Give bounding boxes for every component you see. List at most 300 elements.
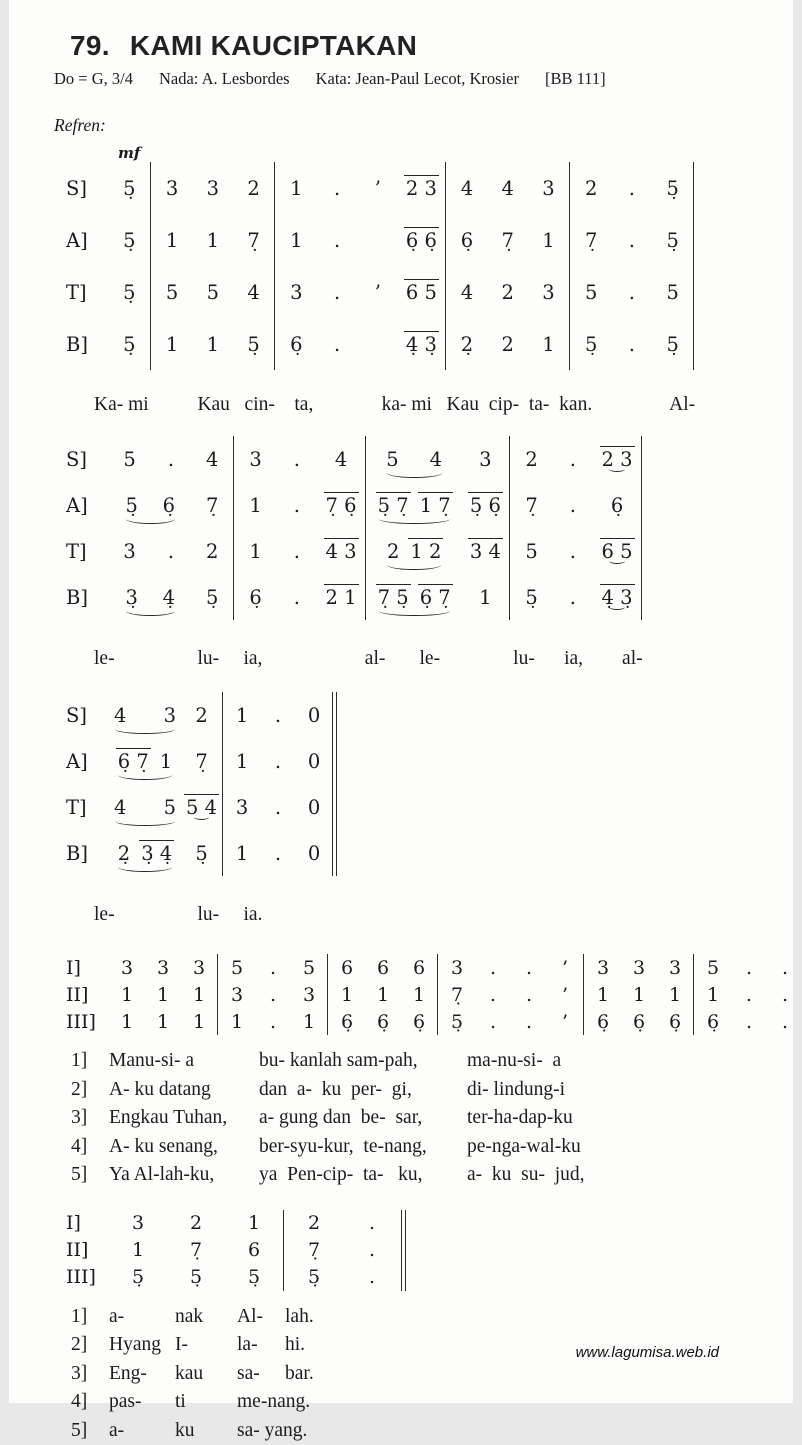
note-text: 3 <box>289 281 303 304</box>
note-cell <box>193 214 234 266</box>
note-text: 0 <box>307 750 321 773</box>
voice-label: B] <box>66 574 109 620</box>
note-token <box>404 177 439 200</box>
note-cell <box>475 1008 511 1035</box>
note-text: 5 4 <box>385 448 443 471</box>
note-text: 6̣ <box>460 229 474 252</box>
note-text: 2 <box>194 704 208 727</box>
note-text: 0 <box>307 842 321 865</box>
note-cell <box>475 954 511 981</box>
note-token <box>204 586 220 609</box>
note-text: . <box>274 796 282 819</box>
note-cell <box>260 692 296 738</box>
note-token <box>523 494 539 517</box>
note-token <box>339 957 355 979</box>
note-text: . <box>489 984 497 1006</box>
note-cell <box>552 574 593 620</box>
note-text: . <box>269 1011 277 1033</box>
note-token <box>246 1212 262 1234</box>
note-token <box>367 1266 377 1288</box>
beamed-notes: 1 7̣ <box>419 494 452 517</box>
verse-syllable-group: Engkau Tuhan, <box>109 1104 259 1133</box>
double-barline <box>402 1264 406 1291</box>
voice-row <box>66 1008 802 1035</box>
note-cell <box>233 162 274 214</box>
note-cell <box>291 954 328 981</box>
verse-system-2 <box>54 1210 753 1291</box>
note-cell <box>511 981 547 1008</box>
note-text: 3 <box>248 448 262 471</box>
note-cell <box>487 214 528 266</box>
verse-syllable-group: lah. <box>285 1303 314 1332</box>
note-token <box>560 984 570 1006</box>
slur-group <box>123 494 177 517</box>
note-token <box>121 177 137 200</box>
note-text: 4 5 <box>113 796 177 819</box>
note-token <box>477 448 493 471</box>
note-text: 6̣ <box>596 1011 610 1033</box>
note-text: 6̣ <box>248 586 262 609</box>
note-text: 1 <box>376 984 390 1006</box>
voice-label: S] <box>66 436 109 482</box>
note-token <box>204 448 220 471</box>
note-text: . <box>333 281 341 304</box>
note-token <box>166 540 176 563</box>
verse-syllable-group: me-nang. <box>237 1388 310 1417</box>
note-text: 6 <box>247 1239 261 1261</box>
note-cell <box>192 482 234 528</box>
note-text: 3 <box>302 984 316 1006</box>
note-cell <box>296 830 333 876</box>
note-token <box>247 448 263 471</box>
note-cell <box>296 738 333 784</box>
note-text: . <box>167 540 175 563</box>
beamed-notes: 3̣ 4̣ <box>140 842 173 865</box>
note-token <box>540 229 556 252</box>
note-text: 2̣ <box>117 842 131 865</box>
note-text: 5 <box>584 281 598 304</box>
note-text: 4 <box>500 177 514 200</box>
note-text: 6 <box>412 957 426 979</box>
note-cell <box>224 692 260 738</box>
note-token <box>166 448 176 471</box>
note-token <box>523 540 539 563</box>
beamed-notes: 2 3 <box>601 448 634 471</box>
note-token <box>449 984 465 1006</box>
double-barline <box>333 692 337 738</box>
note-token <box>273 796 283 819</box>
note-text: . <box>269 984 277 1006</box>
note-cell <box>511 954 547 981</box>
beamed-notes: 6̣ 7̣ <box>117 750 150 773</box>
note-token <box>488 957 498 979</box>
note-cell <box>109 981 145 1008</box>
verse-line <box>71 1133 753 1162</box>
note-text: 1 <box>156 984 170 1006</box>
voice-label: II] <box>66 1237 109 1264</box>
note-cell <box>731 981 767 1008</box>
note-text: 5 <box>165 281 179 304</box>
verse-line <box>71 1388 753 1417</box>
voice-label: T] <box>66 784 109 830</box>
note-token <box>130 1266 146 1288</box>
lyrics-row <box>66 876 337 934</box>
note-cell <box>487 318 528 370</box>
note-cell <box>235 528 276 574</box>
note-cell <box>398 266 445 318</box>
note-token <box>229 984 245 1006</box>
note-token <box>499 177 515 200</box>
beamed-notes: 7̣ 6̣ <box>325 494 358 517</box>
note-token <box>373 281 383 304</box>
voice-row <box>66 981 802 1008</box>
note-token <box>375 984 391 1006</box>
lyrics-line: Ka- mi Kau cin- ta, ka- mi Kau cip- ta- kan. Al- <box>66 370 695 424</box>
note-text: 6̣ <box>340 1011 354 1033</box>
verse-syllable-group: Hyang <box>109 1331 175 1360</box>
note-text: 3 <box>541 177 555 200</box>
note-token <box>404 229 439 252</box>
note-cell <box>652 214 693 266</box>
note-cell <box>145 954 181 981</box>
note-cell <box>193 266 234 318</box>
note-token <box>744 984 754 1006</box>
refrain-system-3 <box>54 692 753 934</box>
note-text: . <box>274 750 282 773</box>
note-token <box>306 750 322 773</box>
note-text: 5̣ <box>122 177 136 200</box>
website-url: www.lagumisa.web.id <box>576 1344 719 1361</box>
note-token <box>301 984 317 1006</box>
note-text: 5̣ <box>665 229 679 252</box>
note-cell <box>439 981 475 1008</box>
note-text: . <box>293 494 301 517</box>
note-cell <box>462 528 510 574</box>
note-cell <box>317 266 358 318</box>
note-text: 2 <box>189 1212 203 1234</box>
note-cell <box>571 266 612 318</box>
note-token <box>411 1011 427 1033</box>
note-token <box>583 281 599 304</box>
note-token <box>306 1266 322 1288</box>
note-cell <box>621 1008 657 1035</box>
note-text: 6̣ <box>376 1011 390 1033</box>
note-cell <box>109 830 181 876</box>
verse-syllable-group: sa- <box>237 1360 285 1389</box>
lyrics-row <box>66 620 643 678</box>
note-cell <box>462 482 510 528</box>
note-token <box>568 494 578 517</box>
note-cell <box>255 954 291 981</box>
verse-line <box>71 1047 753 1076</box>
beamed-notes: 2 1 <box>325 586 358 609</box>
note-token <box>119 984 135 1006</box>
lyrics-line: le- lu- ia, al- le- lu- ia, al- <box>66 620 643 678</box>
note-token <box>459 333 475 356</box>
slur-group <box>376 494 453 517</box>
note-text: 1 <box>302 1011 316 1033</box>
notation-system <box>66 436 643 678</box>
note-cell <box>612 214 653 266</box>
note-text: 5̣ <box>665 177 679 200</box>
note-text: 1 <box>248 494 262 517</box>
verse-line <box>71 1303 753 1332</box>
note-cell <box>447 318 488 370</box>
meta-line <box>54 69 753 89</box>
note-cell <box>296 692 333 738</box>
note-text: 2 <box>307 1212 321 1234</box>
note-text: 3 <box>450 957 464 979</box>
note-cell <box>225 1237 284 1264</box>
barline <box>694 318 696 370</box>
note-text: 5̣ <box>307 1266 321 1288</box>
note-token <box>583 177 599 200</box>
voice-row <box>66 266 695 318</box>
verse-syllable-group: A- ku senang, <box>109 1133 259 1162</box>
note-text: . <box>269 957 277 979</box>
note-cell <box>585 1008 621 1035</box>
note-text: 5 <box>206 281 220 304</box>
voice-row <box>66 1237 406 1264</box>
note-token <box>540 281 556 304</box>
lyricist: Kata: Jean-Paul Lecot, Krosier <box>316 69 519 89</box>
note-cell <box>317 528 365 574</box>
note-text: . <box>489 1011 497 1033</box>
note-token <box>234 750 250 773</box>
note-token <box>499 333 515 356</box>
note-token <box>301 957 317 979</box>
note-cell <box>167 1237 225 1264</box>
note-text: 1 <box>235 842 249 865</box>
note-token <box>560 1011 570 1033</box>
slur-group <box>116 842 174 865</box>
voice-label: S] <box>66 692 109 738</box>
note-cell <box>357 318 398 370</box>
note-text: 7̣ <box>205 494 219 517</box>
note-token <box>292 586 302 609</box>
note-cell <box>235 436 276 482</box>
note-token <box>332 229 342 252</box>
note-cell <box>291 981 328 1008</box>
note-text: . <box>525 984 533 1006</box>
key-signature: Do = G, 3/4 <box>54 69 133 89</box>
note-token <box>306 704 322 727</box>
voice-row <box>66 162 695 214</box>
note-token <box>667 984 683 1006</box>
note-token <box>306 796 322 819</box>
note-token <box>449 957 465 979</box>
note-text: 1 <box>412 984 426 1006</box>
note-cell <box>181 784 223 830</box>
note-token <box>540 177 556 200</box>
note-text: . <box>745 1011 753 1033</box>
note-text: 6̣ <box>706 1011 720 1033</box>
note-token <box>273 842 283 865</box>
note-cell <box>528 318 569 370</box>
note-cell <box>145 1008 181 1035</box>
note-token <box>488 1011 498 1033</box>
verse-syllable-group: pe-nga-wal-ku <box>467 1133 581 1162</box>
note-cell <box>109 482 192 528</box>
note-token <box>188 1212 204 1234</box>
verse-syllable-group: sa- yang. <box>237 1417 307 1445</box>
note-cell <box>255 1008 291 1035</box>
note-cell <box>219 981 255 1008</box>
verse-syllable-group: I- <box>175 1331 237 1360</box>
note-cell <box>181 954 218 981</box>
note-cell <box>365 981 401 1008</box>
slur-group <box>384 448 444 471</box>
verse-syllable-group: ti <box>175 1388 237 1417</box>
verse-line <box>71 1417 753 1445</box>
verse-syllable-group: kau <box>175 1360 237 1389</box>
note-token <box>667 1011 683 1033</box>
verse-syllable-group: a- ku su- jud, <box>467 1161 585 1190</box>
refrain-system-2 <box>54 436 753 678</box>
note-text: . <box>368 1212 376 1234</box>
note-cell <box>109 528 150 574</box>
note-cell <box>439 954 475 981</box>
note-token <box>568 540 578 563</box>
voice-row <box>66 692 337 738</box>
note-token <box>664 333 680 356</box>
note-token <box>375 957 391 979</box>
note-cell <box>511 574 552 620</box>
note-text: 1 <box>120 1011 134 1033</box>
note-token <box>595 984 611 1006</box>
barline <box>641 574 643 620</box>
note-cell <box>365 1008 401 1035</box>
note-text: . <box>293 448 301 471</box>
note-cell <box>511 528 552 574</box>
note-cell <box>571 318 612 370</box>
note-cell <box>547 981 584 1008</box>
note-text: 5̣ <box>122 333 136 356</box>
note-token <box>184 796 219 819</box>
note-token <box>247 586 263 609</box>
notation-system <box>66 692 337 934</box>
note-text: . <box>745 984 753 1006</box>
note-token <box>121 281 137 304</box>
note-text: . <box>628 281 636 304</box>
note-cell <box>181 1008 218 1035</box>
note-cell <box>192 528 234 574</box>
note-cell <box>109 784 181 830</box>
verse-line <box>71 1360 753 1389</box>
page-title <box>70 30 753 62</box>
note-cell <box>109 162 150 214</box>
note-cell <box>695 981 731 1008</box>
note-text: 1 <box>596 984 610 1006</box>
beamed-notes: 6̣ 6̣ <box>405 229 438 252</box>
slur-group <box>112 704 178 727</box>
note-cell <box>462 436 510 482</box>
note-token <box>595 1011 611 1033</box>
note-token <box>468 540 503 563</box>
note-token <box>664 281 680 304</box>
verse-number: 3] <box>71 1360 109 1389</box>
note-cell <box>233 214 274 266</box>
note-text: 2̣ <box>460 333 474 356</box>
note-cell <box>192 574 234 620</box>
note-text: 7̣ <box>307 1239 321 1261</box>
note-token <box>705 1011 721 1033</box>
verse-number: 3] <box>71 1104 109 1133</box>
note-token <box>376 229 380 252</box>
note-cell <box>547 954 584 981</box>
note-cell <box>109 436 150 482</box>
note-token <box>324 540 359 563</box>
note-cell <box>652 266 693 318</box>
note-cell <box>447 214 488 266</box>
note-cell <box>317 436 365 482</box>
note-cell <box>225 1210 284 1237</box>
note-text: 5 <box>122 448 136 471</box>
barline <box>694 214 696 266</box>
beamed-notes: 3 4 <box>469 540 502 563</box>
note-token <box>273 704 283 727</box>
note-cell <box>233 318 274 370</box>
song-number: 79. <box>70 30 110 62</box>
note-text: 1 <box>289 229 303 252</box>
note-text: 5̣ <box>131 1266 145 1288</box>
note-token <box>631 1011 647 1033</box>
note-token <box>411 984 427 1006</box>
note-token <box>600 586 635 609</box>
note-token <box>499 229 515 252</box>
note-token <box>780 1011 790 1033</box>
verse-system-1 <box>54 954 753 1035</box>
note-text: 6̣ <box>668 1011 682 1033</box>
voice-label: A] <box>66 214 109 266</box>
beamed-notes: 5̣ 6̣ <box>469 494 502 517</box>
verse-line <box>71 1076 753 1105</box>
verse-number: 2] <box>71 1076 109 1105</box>
note-cell <box>285 1264 343 1291</box>
beamed-notes: 1 2 <box>409 540 442 563</box>
note-text: . <box>569 586 577 609</box>
note-text: 3 <box>120 957 134 979</box>
note-cell <box>398 162 445 214</box>
note-token <box>667 957 683 979</box>
note-cell <box>317 482 365 528</box>
note-text: 1 <box>206 229 220 252</box>
verse-syllable-group: ber-syu-kur, te-nang, <box>259 1133 467 1162</box>
note-cell <box>276 528 317 574</box>
note-cell <box>109 692 181 738</box>
beamed-notes: 7̣ 5̣ <box>377 586 410 609</box>
voice-row <box>66 574 643 620</box>
note-token <box>121 333 137 356</box>
note-text: 1 <box>478 586 492 609</box>
note-token <box>744 1011 754 1033</box>
note-token <box>600 540 635 563</box>
note-cell <box>547 1008 584 1035</box>
barline <box>641 436 643 482</box>
beamed-notes: 6 5 <box>601 540 634 563</box>
note-cell <box>109 1210 167 1237</box>
voice-row <box>66 318 695 370</box>
note-cell <box>181 830 223 876</box>
note-cell <box>193 162 234 214</box>
note-text: . <box>489 957 497 979</box>
note-text: 1 <box>248 540 262 563</box>
voice-row <box>66 436 643 482</box>
note-cell <box>552 436 593 482</box>
lyrics-line: le- lu- ia. <box>66 876 337 934</box>
note-token <box>268 984 278 1006</box>
note-cell <box>343 1264 402 1291</box>
